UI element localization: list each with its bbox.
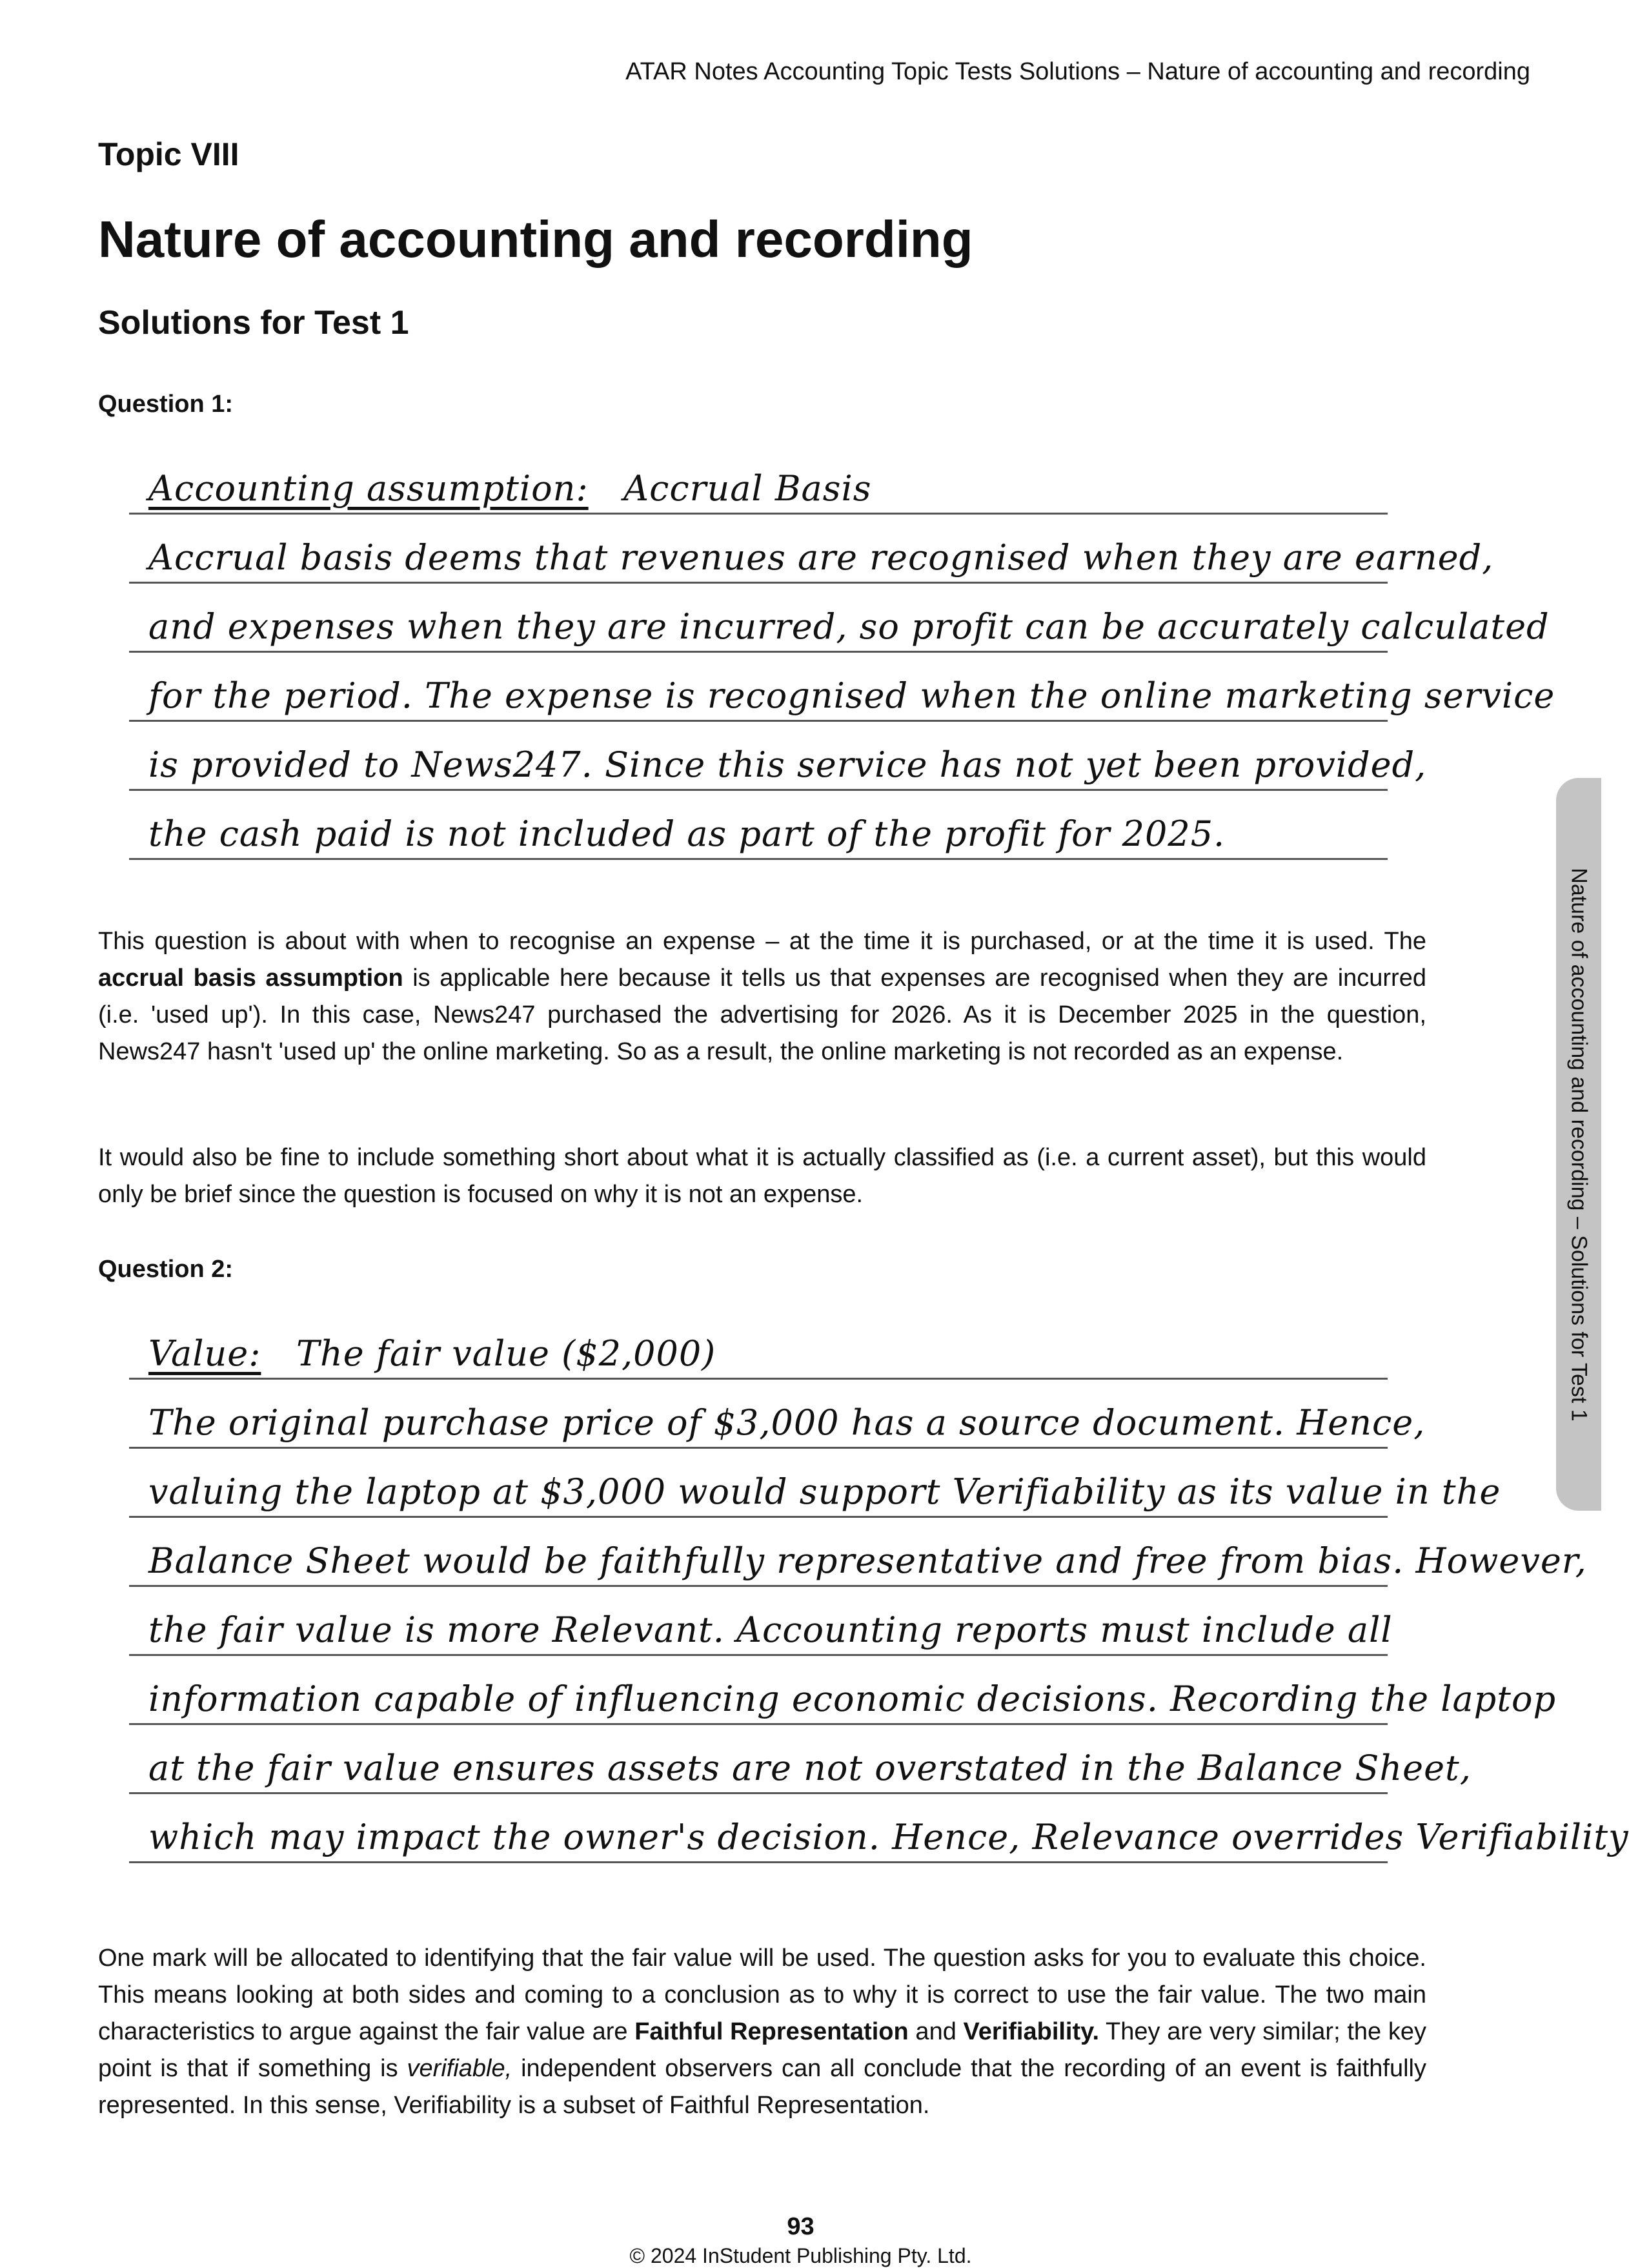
question-2-handwritten-answer [129, 1311, 1629, 1863]
question-2-explanation: One mark will be allocated to identifying that the fair value will be used. The question asks for you to evaluate this choice. This means looking at both sides and coming to a conclusion as to why it is correct to use the fair value. The two main characteristics to argue against the fair value are Faithful Representation and Verifiability. They are very similar; the key point is that if something is verifiable, independent observers can all conclude that the recording of an event is faithfully represented. In this sense, Verifiability is a subset of Faithful Representation. [98, 1945, 1426, 2119]
answer-line: Accrual basis deems that revenues are recognised when they are earned, [129, 515, 1388, 584]
answer-line: Balance Sheet would be faithfully representative and free from bias. However, [129, 1518, 1388, 1587]
chapter-side-tab [1556, 778, 1601, 1511]
answer-line: and expenses when they are incurred, so profit can be accurately calculated [129, 584, 1388, 653]
answer-heading-value: The fair value ($2,000) [296, 1333, 716, 1374]
question-1-note: It would also be fine to include something short about what it is actually classified as (i.e. a current asset), but this would only be brief since the question is focused on why it is not an expense. [98, 1144, 1426, 1208]
page-subtitle: Solutions for Test 1 [98, 304, 409, 342]
answer-line: for the period. The expense is recognised when the online marketing service [129, 653, 1388, 722]
question-2-label: Question 2: [98, 1256, 234, 1283]
page-number: 93 [787, 2213, 814, 2240]
bold-term: Verifiability. [963, 2018, 1100, 2045]
answer-line: at the fair value ensures assets are not overstated in the Balance Sheet, [129, 1725, 1388, 1794]
answer-heading-line [129, 445, 1388, 515]
topic-label: Topic VIII [98, 136, 239, 172]
answer-line: the cash paid is not included as part of the profit for 2025. [129, 791, 1388, 860]
answer-line: The original purchase price of $3,000 has a source document. Hence, [129, 1380, 1388, 1449]
italic-term: verifiable, [407, 2055, 512, 2082]
answer-heading-value: Accrual Basis [623, 468, 872, 509]
copyright-notice: © 2024 InStudent Publishing Pty. Ltd. [629, 2244, 972, 2267]
answer-heading: Value: [148, 1333, 261, 1374]
page-title: Nature of accounting and recording [98, 210, 973, 268]
bold-term: accrual basis assumption [98, 965, 403, 992]
question-1-label: Question 1: [98, 391, 234, 418]
answer-line: is provided to News247. Since this service has not yet been provided, [129, 722, 1388, 791]
answer-heading-line [129, 1311, 1388, 1380]
answer-line: information capable of influencing economic decisions. Recording the laptop [129, 1656, 1388, 1725]
running-header: ATAR Notes Accounting Topic Tests Solutions – Nature of accounting and recording [625, 58, 1530, 85]
side-tab-label: Nature of accounting and recording – Solutions for Test 1 [1566, 867, 1592, 1422]
question-1-explanation: This question is about with when to recognise an expense – at the time it is purchased, or at the time it is used. The accrual basis assumption is applicable here because it tells us that expenses are recognised when they are incurred (i.e. 'used up'). In this case, News247 purchased the advertising for 2026. As it is December 2025 in the question, News247 hasn't 'used up' the online marketing. So as a result, the online marketing is not recorded as an expense. [98, 928, 1426, 1065]
answer-line: which may impact the owner's decision. Hence, Relevance overrides Verifiability [129, 1794, 1388, 1863]
answer-heading: Accounting assumption: [148, 468, 589, 509]
answer-line: valuing the laptop at $3,000 would support Verifiability as its value in the [129, 1449, 1388, 1518]
bold-term: Faithful Representation [634, 2018, 909, 2045]
question-1-handwritten-answer [129, 445, 1555, 860]
answer-line: the fair value is more Relevant. Accounting reports must include all [129, 1587, 1388, 1656]
